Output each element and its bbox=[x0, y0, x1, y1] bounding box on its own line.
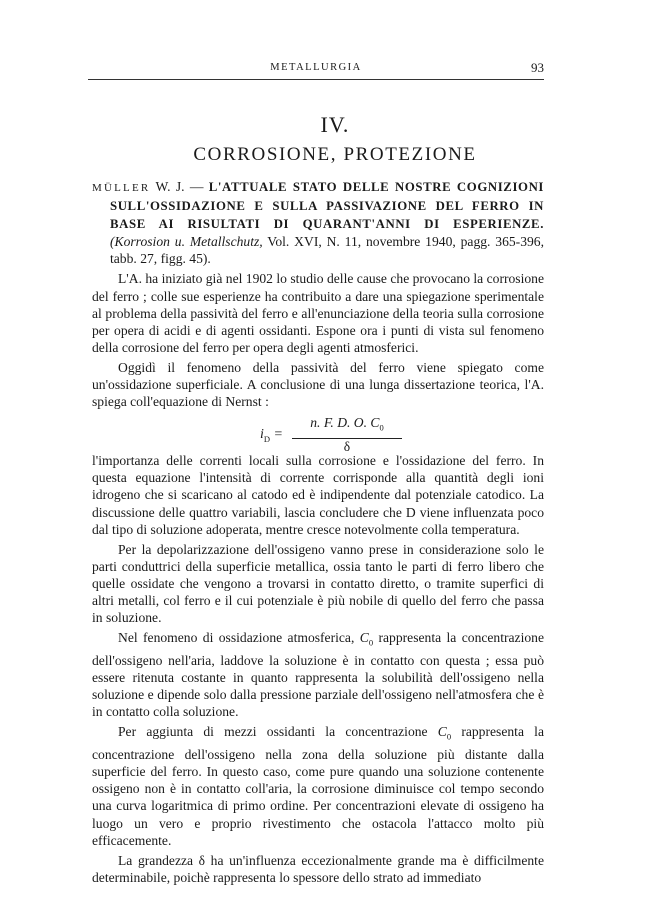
paragraph-4: Per la depolarizzazione dell'ossigeno vanno prese in considerazione solo le parti conduttrici della superficie metallica, ossia tanto le parti di ferro libero che quelle ossidate che vengono a trovarsi in contatto diretto, o tramite superfici di altri metalli, col ferro e il cui potenziale è più nobile di quello del ferro che passa in soluzione. bbox=[92, 541, 544, 626]
paragraph-6-start: Per aggiunta di mezzi ossidanti la concentrazione bbox=[118, 724, 438, 740]
equation-fraction bbox=[292, 414, 402, 455]
paragraph-6-symbol: C bbox=[437, 724, 447, 740]
paragraph-6-end: rappresenta la concentrazione dell'ossigeno nella zona della soluzione più distante dalla superficie del ferro. In questo caso, come pure quando una soluzione contenente ossigeno non è in contatto coll'aria, la corrosione diminuisce col tempo secondo una curva logaritmica di primo ordine. Per concentrazioni elevate di ossigeno ha luogo un vero e proprio rivestimento che ostacola l'attacco molto più efficacemente. bbox=[92, 724, 544, 848]
chapter-title: CORROSIONE, PROTEZIONE bbox=[193, 144, 477, 165]
equation-denominator: δ bbox=[343, 439, 351, 455]
equation-lhs-symbol: i bbox=[260, 427, 264, 443]
equation-numerator bbox=[292, 414, 402, 439]
equation-lhs-subscript: D bbox=[263, 434, 271, 445]
article-text bbox=[92, 178, 544, 886]
reference-journal: (Korrosion u. Metallschutz, bbox=[110, 234, 263, 250]
paragraph-6 bbox=[92, 723, 544, 848]
equation-numerator-text: n. F. D. O. C bbox=[310, 415, 380, 431]
header-rule bbox=[88, 79, 544, 80]
chapter-number: IV. bbox=[320, 112, 350, 137]
paragraph-5-start: Nel fenomeno di ossidazione atmosferica, bbox=[118, 630, 360, 646]
running-head bbox=[88, 58, 544, 78]
bibliographic-reference bbox=[92, 178, 544, 267]
equation-numerator-subscript: 0 bbox=[379, 422, 384, 433]
reference-dash: — bbox=[189, 179, 204, 194]
paragraph-1: L'A. ha iniziato già nel 1902 lo studio delle cause che provocano la corrosione del ferro ; colle sue esperienze ha contribuito a dare una spiegazione sperimentale al problema della passività del ferro e all'enunciazione della teoria sulla corrosione per opera di acidi e di agenti ossidanti. Espone ora i punti di vista sul fenomeno della corrosione del ferro per opera degli agenti atmosferici. bbox=[92, 271, 544, 355]
reference-details: Vol. XVI, N. 11, novembre 1940, pagg. 365-396, tabb. 27, figg. 45). bbox=[110, 234, 544, 267]
running-title: METALLURGIA bbox=[270, 62, 362, 73]
paragraph-2: Oggidì il fenomeno della passività del ferro viene spiegato come un'ossidazione superficiale. A conclusione di una lunga dissertazione teorica, l'A. spiega coll'equazione di Nernst : bbox=[92, 359, 544, 410]
paragraph-5-symbol: C bbox=[359, 630, 369, 646]
paragraph-5 bbox=[92, 629, 544, 720]
paragraph-3: l'importanza delle correnti locali sulla corrosione e l'ossidazione del ferro. In questa equazione l'intensità di corrente corrisponde alla quantità degli ioni idrogeno che si scaricano al catodo ed è indipendente dal potenziale catodico. La discussione delle quattro variabili, lascia concludere che D viene influenzata poco dal tipo di soluzione adoperata, mentre cresce notevolmente colla temperatura. bbox=[92, 453, 544, 537]
reference-initials: W. J. bbox=[155, 179, 185, 194]
page-number: 93 bbox=[531, 60, 544, 75]
reference-title: L'ATTUALE STATO DELLE NOSTRE COGNIZIONI SULL'OSSIDAZIONE E SULLA PASSIVAZIONE DEL FERRO IN BASE AI RISULTATI DI QUARANT'ANNI DI ESPERIENZE. bbox=[110, 180, 544, 232]
paragraph-5-subscript: 0 bbox=[368, 637, 374, 648]
paragraph-6-subscript: 0 bbox=[446, 732, 452, 743]
equation-equals: = bbox=[270, 427, 283, 443]
paragraph-5-end: rappresenta la concentrazione dell'ossigeno nell'aria, laddove la soluzione è in contatto con questa ; essa può essere ritenuta costante in quanto rappresenta la solubilità dell'ossigeno nella soluzione e dipende solo dalla pressione parziale dell'ossigeno nell'atmosfera che è in contatto colla soluzione. bbox=[92, 630, 544, 720]
reference-author: MÜLLER bbox=[92, 182, 151, 194]
paragraph-7: La grandezza δ ha un'influenza eccezionalmente grande ma è difficilmente determinabile, poichè rappresenta lo spessore dello strato ad immediato bbox=[92, 852, 544, 885]
nernst-equation bbox=[92, 414, 544, 455]
equation-lhs bbox=[260, 426, 283, 448]
